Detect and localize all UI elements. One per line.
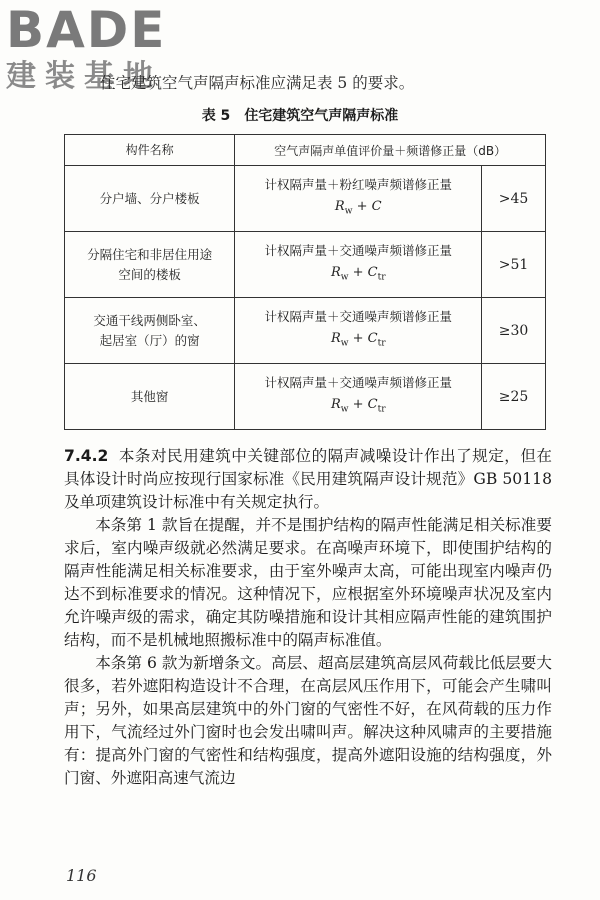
component-name-line: 交通干线两侧卧室、	[93, 312, 206, 328]
table-header-row	[65, 135, 546, 166]
rating-formula: $R_w + C_{tr}$	[330, 397, 386, 415]
component-name	[65, 298, 235, 364]
component-name	[65, 364, 235, 430]
rating-value: ≥25	[482, 364, 546, 430]
table-row	[65, 166, 546, 232]
body-text	[64, 445, 552, 790]
rating-value: >45	[482, 166, 546, 232]
paragraph	[64, 445, 552, 514]
header-rating: 空气声隔声单值评价量＋频谱修正量（dB）	[235, 135, 546, 166]
rating-metric: 计权隔声量＋交通噪声频谱修正量	[264, 375, 452, 391]
intro-text: 住宅建筑空气声隔声标准应满足表 5 的要求。	[100, 74, 415, 92]
table-row	[65, 232, 546, 298]
rating-cell	[235, 298, 482, 364]
component-name-line: 分隔住宅和非居住用途	[87, 246, 213, 262]
component-name-line: 空间的楼板	[118, 266, 181, 282]
table-caption-title: 住宅建筑空气声隔声标准	[244, 108, 399, 124]
rating-metric: 计权隔声量＋交通噪声频谱修正量	[264, 309, 452, 325]
paragraph: 本条第 6 款为新增条文。高层、超高层建筑高层风荷载比低层要大很多，若外遮阳构造设计不合理，在高层风压作用下，可能会产生啸叫声；另外，如果高层建筑中的外门窗的气密性不好，在风荷载的压力作用下，气流经过外门窗时也会发出啸叫声。解决这种风啸声的主要措施有：提高外门窗的气密性和结构强度，提高外遮阳设施的结构强度，外门窗、外遮阳高速气流边	[64, 654, 552, 787]
rating-value: ≥30	[482, 298, 546, 364]
rating-formula: $R_w + C$	[334, 199, 382, 217]
rating-cell	[235, 364, 482, 430]
paragraph-text: 本条对民用建筑中关键部位的隔声减噪设计作出了规定，但在具体设计时尚应按现行国家标准《民用建筑隔声设计规范》GB 50118 及单项建筑设计标准中有关规定执行。	[64, 447, 552, 511]
component-name-line: 分户墙、分户楼板	[99, 190, 200, 206]
rating-metric: 计权隔声量＋粉红噪声频谱修正量	[264, 177, 452, 193]
component-name-line: 起居室（厅）的窗	[99, 332, 200, 348]
page-number: 116	[66, 866, 97, 885]
sound-insulation-table	[64, 134, 546, 430]
rating-cell	[235, 166, 482, 232]
table-row	[65, 364, 546, 430]
watermark-brand: BADE	[6, 1, 167, 59]
clause-number: 7.4.2	[64, 447, 109, 465]
component-name	[65, 166, 235, 232]
table-row	[65, 298, 546, 364]
rating-value: >51	[482, 232, 546, 298]
rating-formula: $R_w + C_{tr}$	[330, 265, 386, 283]
header-component: 构件名称	[65, 135, 235, 166]
paragraph: 本条第 1 款旨在提醒，并不是围护结构的隔声性能满足相关标准要求后，室内噪声级就必然满足要求。在高噪声环境下，即使围护结构的隔声性能满足相关标准要求，由于室外噪声太高，可能出现室内噪声仍达不到标准要求的情况。这种情况下，应根据室外环境噪声状况及室内允许噪声级的需求，确定其防噪措施和设计其相应隔声性能的建筑围护结构，而不是机械地照搬标准中的隔声标准值。	[64, 516, 552, 649]
table-caption-number: 表 5	[201, 108, 231, 124]
rating-metric: 计权隔声量＋交通噪声频谱修正量	[264, 243, 452, 259]
table-caption	[0, 106, 600, 126]
component-name	[65, 232, 235, 298]
watermark-subtitle: 建装基地	[6, 59, 162, 94]
component-name-line: 其他窗	[130, 388, 169, 404]
rating-formula: $R_w + C_{tr}$	[330, 331, 386, 349]
rating-cell	[235, 232, 482, 298]
